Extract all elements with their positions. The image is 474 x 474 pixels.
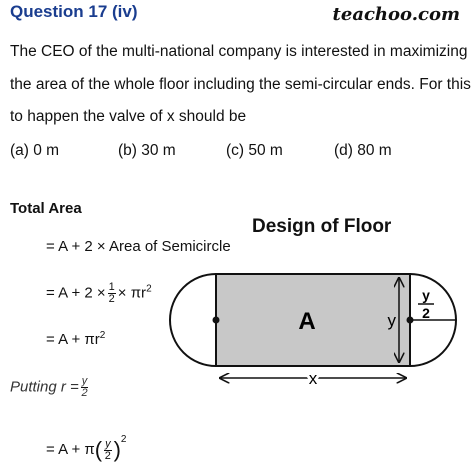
question-title: Question 17 (iv) [10,2,138,21]
area-label: A [298,308,316,335]
right-center-dot [407,317,414,324]
equation-3-exponent: 2 [99,330,106,341]
right-paren: ) [113,437,121,463]
equation-4-prefix: = A + π [46,441,95,458]
y-label: y [387,311,396,330]
solution-heading: Total Area [10,200,82,217]
equation-1: = A + 2 × Area of Semicircle [46,238,231,255]
equation-2-suffix: × πr [117,284,147,302]
equation-2-exponent: 2 [146,283,152,295]
option-d: (d) 80 m [334,142,392,159]
question-line-2: the area of the whole floor including the semi-circular ends. For this [10,76,471,93]
radius-denominator: 2 [422,305,430,321]
question-line-1: The CEO of the multi-national company is interested in maximizing [10,43,468,60]
fraction-denominator: 2 [81,387,88,399]
fraction-numerator: 1 [108,281,115,293]
option-c: (c) 50 m [226,142,283,159]
brand-logo: teachoo.com [332,4,460,25]
left-paren: ( [94,437,103,463]
substitution-prefix: Putting r = [10,378,79,396]
equation-3-text: = A + πr [46,331,100,348]
left-center-dot [213,317,220,324]
option-a: (a) 0 m [10,142,60,159]
fraction-numerator: y [105,437,111,450]
diagram-title: Design of Floor [252,216,392,237]
question-line-3: to happen the valve of x should be [10,108,247,125]
equation-4-exponent: 2 [120,434,127,445]
fraction-denominator: 2 [104,449,111,462]
radius-numerator: y [422,287,430,303]
equation-2-prefix: = A + 2 × [46,284,106,302]
option-b: (b) 30 m [118,142,176,159]
x-label: x [308,369,318,388]
fraction-denominator: 2 [108,293,115,305]
fraction-numerator: y [81,375,88,387]
